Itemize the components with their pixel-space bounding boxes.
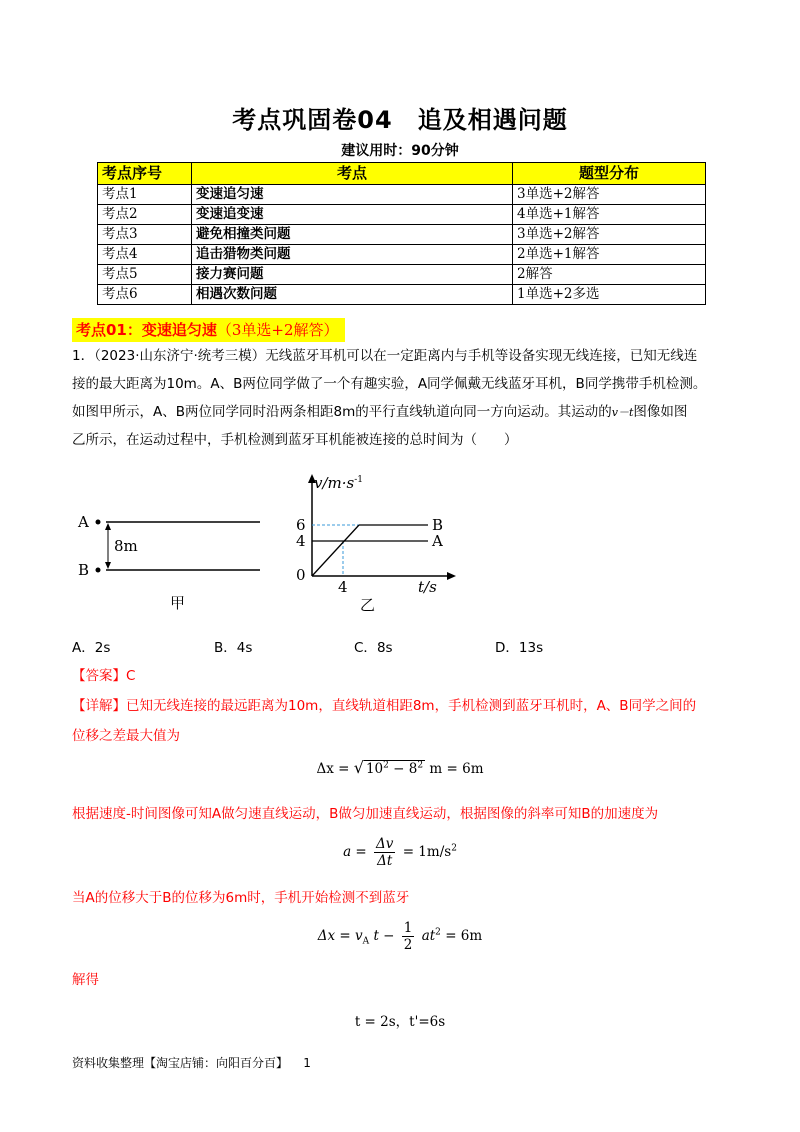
- question-text-3-end: 图像如图: [633, 404, 688, 420]
- suggested-time: 建议用时：90分钟: [341, 143, 459, 159]
- caption-yi: 乙: [360, 596, 376, 614]
- header-types: 题型分布: [513, 163, 706, 185]
- sqrt-exp-2: 2: [417, 760, 424, 771]
- row-topic: 避免相撞类问题: [192, 225, 513, 245]
- explanation-text-1: 已知无线连接的最远距离为10m，直线轨道相距8m，手机检测到蓝牙耳机时，A、B同学之间的: [126, 698, 697, 714]
- row-types: 4单选+1解答: [513, 205, 706, 225]
- row-types: 3单选+2解答: [513, 185, 706, 205]
- x-axis-arrow: [447, 572, 456, 580]
- line-b-label: B: [432, 516, 444, 534]
- footer: [72, 1054, 311, 1071]
- explanation-label: 【详解】: [72, 698, 126, 714]
- formula-2-fraction: [374, 836, 395, 869]
- figure-jia: [72, 470, 272, 620]
- question-line-2: 接的最大距离为10m。A、B两位同学做了一个有趣实验，A同学佩戴无线蓝牙耳机，B同学携带手机检测。: [72, 376, 707, 392]
- figure-yi: [290, 468, 465, 623]
- formula-2-exp: 2: [451, 843, 457, 854]
- row-no: 考点2: [98, 205, 192, 225]
- formula-3-end: = 6m: [440, 928, 483, 944]
- question-line-1: [72, 342, 732, 371]
- explanation-line-5: 解得: [72, 972, 99, 988]
- option-key: C．: [354, 640, 377, 656]
- point-b: [96, 568, 101, 573]
- header-topic: 考点: [192, 163, 513, 185]
- answer-line: [72, 662, 732, 691]
- sqrt-base-1: 10: [365, 761, 384, 777]
- question-line-4: 乙所示，在运动过程中，手机检测到蓝牙耳机能被连接的总时间为（ ）: [72, 432, 518, 448]
- table-row: [98, 205, 706, 225]
- formula-4: t = 2s，t'=6s: [354, 1014, 446, 1030]
- option-key: B．: [214, 640, 237, 656]
- formula-3-exp: 2: [435, 927, 441, 938]
- formula-2-num: Δv: [376, 836, 394, 852]
- sqrt-body: [364, 760, 425, 777]
- label-a: A: [78, 513, 89, 531]
- explanation-line-3: 根据速度-时间图像可知A做匀速直线运动，B做匀加速直线运动，根据图像的斜率可知B的加速度为: [72, 806, 659, 822]
- row-topic: 相遇次数问题: [192, 285, 513, 305]
- formula-2-a: a =: [343, 844, 367, 860]
- row-no: 考点4: [98, 245, 192, 265]
- row-topic: 接力赛问题: [192, 265, 513, 285]
- formula-2-right: = 1m/s: [402, 844, 452, 860]
- vt-symbol: v－t: [611, 406, 634, 419]
- table-row: [98, 265, 706, 285]
- table-row: [98, 285, 706, 305]
- topic-overview-table: [97, 162, 706, 305]
- question-text-1: 无线蓝牙耳机可以在一定距离内与手机等设备实现无线连接，已知无线连: [265, 348, 698, 364]
- question-source: （2023·山东济宁·统考三模）: [94, 348, 266, 364]
- row-types: 2单选+1解答: [513, 245, 706, 265]
- explanation-line-4: 当A的位移大于B的位移为6m时，手机开始检测不到蓝牙: [72, 890, 410, 906]
- table-header-row: [98, 163, 706, 185]
- tick-4: 4: [296, 532, 306, 550]
- tick-0: 0: [296, 566, 306, 584]
- table-row: [98, 185, 706, 205]
- option-value: 2s: [94, 640, 111, 656]
- x-axis-label: t/s: [418, 578, 437, 596]
- distance-label: 8m: [114, 537, 138, 555]
- row-types: 2解答: [513, 265, 706, 285]
- option-value: 13s: [518, 640, 544, 656]
- y-axis-label: [314, 474, 363, 492]
- question-number: 1．: [72, 348, 95, 364]
- arrow-head-down: [105, 562, 111, 569]
- row-topic: 变速追变速: [192, 205, 513, 225]
- y-axis-title: v/m·s: [314, 474, 355, 492]
- row-types: 1单选+2多选: [513, 285, 706, 305]
- row-topic: 追击猎物类问题: [192, 245, 513, 265]
- row-no: 考点1: [98, 185, 192, 205]
- tick-x4: 4: [338, 578, 348, 596]
- formula-1-left: Δx =: [316, 761, 350, 777]
- formula-1: [0, 758, 800, 777]
- row-no: 考点6: [98, 285, 192, 305]
- footer-text: 资料收集整理【淘宝店铺：向阳百分百】: [72, 1056, 289, 1070]
- explanation-line-1: [72, 692, 732, 721]
- sqrt-minus: − 8: [388, 761, 418, 777]
- option-b: [214, 636, 252, 656]
- question-line-3: [72, 398, 732, 427]
- line-a-label: A: [432, 532, 443, 550]
- sqrt-exp-1: 2: [383, 760, 389, 771]
- y-axis-exponent: -1: [354, 475, 363, 485]
- page-title: 考点巩固卷04 追及相遇问题: [232, 106, 568, 134]
- row-topic: 变速追匀速: [192, 185, 513, 205]
- header-no: 考点序号: [98, 163, 192, 185]
- formula-2-den: Δt: [377, 853, 393, 869]
- table-row: [98, 245, 706, 265]
- row-no: 考点5: [98, 265, 192, 285]
- table-row: [98, 225, 706, 245]
- question-text-3: 如图甲所示，A、B两位同学同时沿两条相距8m的平行直线轨道向同一方向运动。其运动的: [72, 404, 612, 420]
- row-no: 考点3: [98, 225, 192, 245]
- formula-3-mid: t −: [373, 928, 395, 944]
- tick-6: 6: [296, 516, 306, 534]
- formula-3-sub: A: [362, 936, 370, 947]
- option-value: 8s: [376, 640, 393, 656]
- section-heading: [72, 318, 345, 342]
- row-types: 3单选+2解答: [513, 225, 706, 245]
- arrow-head-up: [105, 523, 111, 530]
- option-key: D．: [495, 640, 519, 656]
- formula-3-left: Δx = v: [317, 928, 363, 944]
- answer-value: C: [126, 668, 136, 684]
- explanation-line-2: 位移之差最大值为: [72, 728, 180, 744]
- section-detail: （3单选+2解答）: [216, 321, 339, 339]
- section-label: 考点01：变速追匀速: [76, 321, 217, 339]
- page-number: 1: [303, 1056, 311, 1070]
- option-key: A．: [72, 640, 95, 656]
- option-c: [354, 636, 393, 656]
- caption-jia: 甲: [170, 594, 186, 612]
- option-value: 4s: [236, 640, 253, 656]
- formula-3-fraction: [402, 920, 415, 953]
- answer-label: 【答案】: [72, 668, 126, 684]
- formula-3-num: 1: [403, 920, 413, 936]
- point-a: [96, 520, 101, 525]
- sqrt-symbol: √: [353, 758, 364, 777]
- label-b: B: [78, 561, 90, 579]
- line-b-accel: [312, 525, 359, 576]
- formula-2: [0, 836, 800, 869]
- formula-3: [0, 920, 800, 953]
- formula-3-den: 2: [403, 937, 413, 953]
- option-a: [72, 636, 110, 656]
- option-d: [495, 636, 543, 656]
- formula-3-right: at: [421, 928, 436, 944]
- formula-1-right: m = 6m: [429, 761, 484, 777]
